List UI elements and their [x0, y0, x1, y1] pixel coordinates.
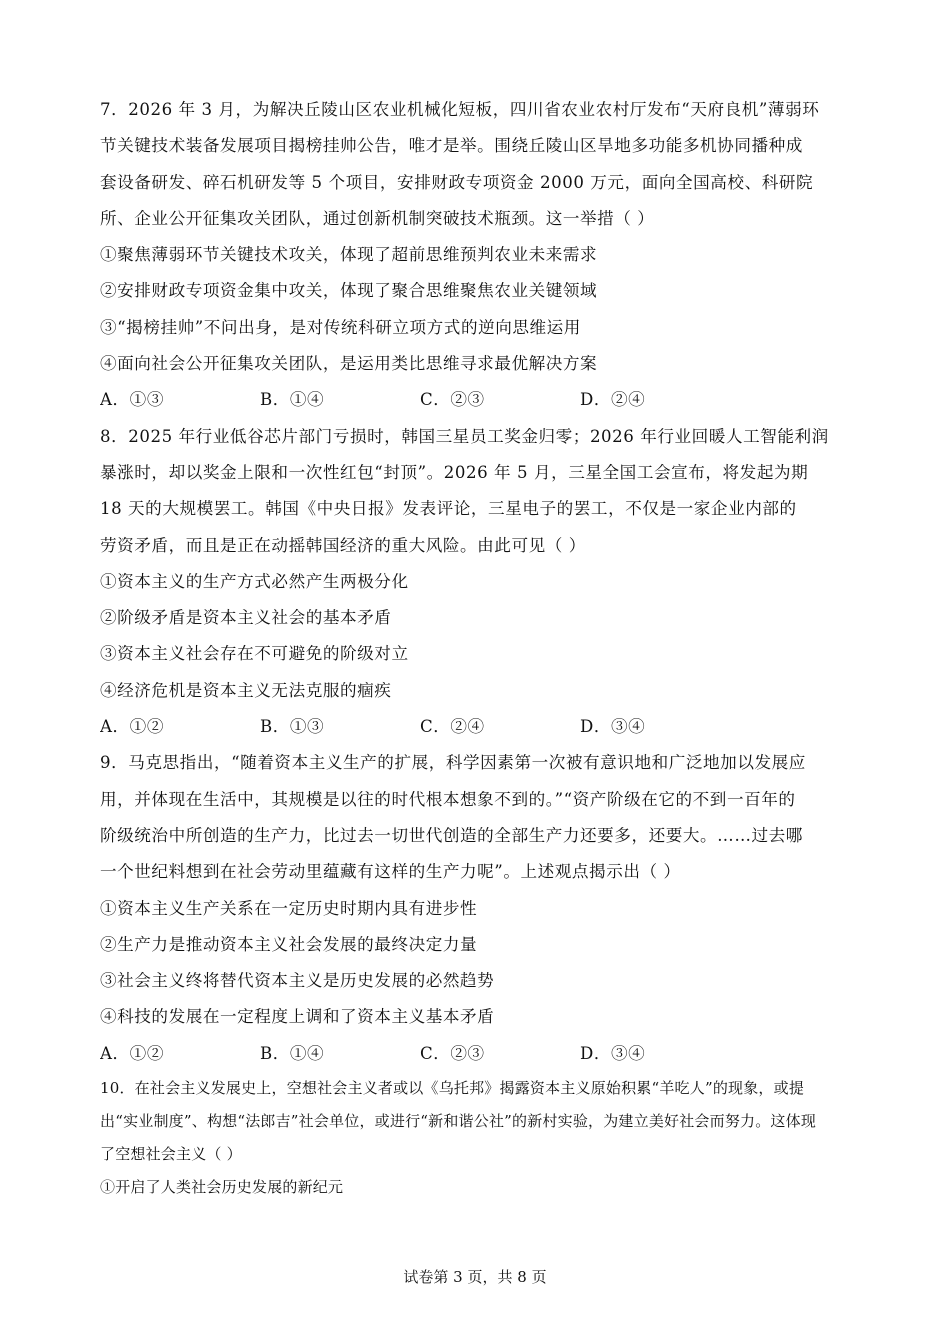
question-stem-line: 8．2025 年行业低谷芯片部门亏损时，韩国三星员工奖金归零；2026 年行业回暖人工智能利润 [100, 426, 829, 446]
question-stem-line: 劳资矛盾，而且是正在动摇韩国经济的重大风险。由此可见（ ） [100, 535, 586, 555]
question-8 [100, 419, 860, 746]
question-stem-line: 一个世纪料想到在社会劳动里蕴藏有这样的生产力呢”。上述观点揭示出（ ） [100, 862, 681, 882]
statement-1: ①开启了人类社会历史发展的新纪元 [100, 1178, 344, 1197]
statement-3: ③“揭榜挂帅”不问出身，是对传统科研立项方式的逆向思维运用 [100, 317, 581, 337]
question-stem-line: 暴涨时，却以奖金上限和一次性红包“封顶”。2026 年 5 月，三星全国工会宣布，将发起为期 [100, 462, 809, 482]
question-stem-line: 所、企业公开征集攻关团队，通过创新机制突破技术瓶颈。这一举措（ ） [100, 208, 655, 228]
option-b: B．①④ [260, 1043, 325, 1063]
statement-1: ①资本主义生产关系在一定历史时期内具有进步性 [100, 898, 478, 918]
answer-options [100, 382, 860, 418]
option-b: B．①③ [260, 717, 325, 737]
question-stem-line: 出“实业制度”、构想“法郎吉”社会单位，或进行“新和谐公社”的新村实验，为建立美好社会而努力。这体现 [100, 1112, 817, 1131]
option-b: B．①④ [260, 390, 325, 410]
statement-1: ①聚焦薄弱环节关键技术攻关，体现了超前思维预判农业未来需求 [100, 245, 598, 265]
option-d: D．③④ [580, 717, 646, 737]
question-9 [100, 745, 860, 1072]
option-d: D．③④ [580, 1043, 646, 1063]
question-10 [100, 1072, 860, 1204]
question-stem-line: 18 天的大规模罢工。韩国《中央日报》发表评论，三星电子的罢工，不仅是一家企业内部的 [100, 499, 797, 519]
question-stem-line: 7．2026 年 3 月，为解决丘陵山区农业机械化短板，四川省农业农村厅发布“天府良机”薄弱环 [100, 100, 820, 119]
option-c: C．②④ [420, 717, 485, 737]
option-c: C．②③ [420, 390, 485, 410]
option-a: A．①② [100, 717, 164, 737]
option-c: C．②③ [420, 1043, 485, 1063]
answer-options [100, 1036, 860, 1072]
option-a: A．①② [100, 1043, 164, 1063]
statement-4: ④科技的发展在一定程度上调和了资本主义基本矛盾 [100, 1007, 495, 1027]
question-7 [100, 92, 860, 419]
option-a: A．①③ [100, 390, 164, 410]
question-stem-line: 9．马克思指出，“随着资本主义生产的扩展，科学因素第一次被有意识地和广泛地加以发展应 [100, 753, 806, 773]
statement-3: ③社会主义终将替代资本主义是历史发展的必然趋势 [100, 971, 495, 991]
statement-2: ②安排财政专项资金集中攻关，体现了聚合思维聚焦农业关键领域 [100, 281, 598, 301]
page-footer: 试卷第 3 页，共 8 页 [403, 1268, 547, 1286]
statement-3: ③资本主义社会存在不可避免的阶级对立 [100, 644, 409, 664]
question-stem-line: 套设备研发、碎石机研发等 5 个项目，安排财政专项资金 2000 万元，面向全国高校、科研院 [100, 172, 814, 192]
question-stem-line: 用，并体现在生活中，其规模是以往的时代根本想象不到的。”“资产阶级在它的不到一百年的 [100, 789, 796, 809]
option-d: D．②④ [580, 390, 646, 410]
answer-options [100, 709, 860, 745]
question-stem-line: 了空想社会主义（ ） [100, 1145, 242, 1164]
statement-1: ①资本主义的生产方式必然产生两极分化 [100, 571, 409, 591]
statement-4: ④经济危机是资本主义无法克服的痼疾 [100, 680, 392, 700]
question-stem-line: 10．在社会主义发展史上，空想社会主义者或以《乌托邦》揭露资本主义原始积累“羊吃人”的现象，或提 [100, 1079, 805, 1098]
question-stem-line: 节关键技术装备发展项目揭榜挂帅公告，唯才是举。围绕丘陵山区旱地多功能多机协同播种成 [100, 136, 803, 156]
question-content [100, 92, 860, 1204]
statement-4: ④面向社会公开征集攻关团队，是运用类比思维寻求最优解决方案 [100, 354, 598, 374]
question-stem-line: 阶级统治中所创造的生产力，比过去一切世代创造的全部生产力还要多，还要大。……过去哪 [100, 825, 803, 845]
statement-2: ②阶级矛盾是资本主义社会的基本矛盾 [100, 608, 392, 628]
statement-2: ②生产力是推动资本主义社会发展的最终决定力量 [100, 934, 478, 954]
